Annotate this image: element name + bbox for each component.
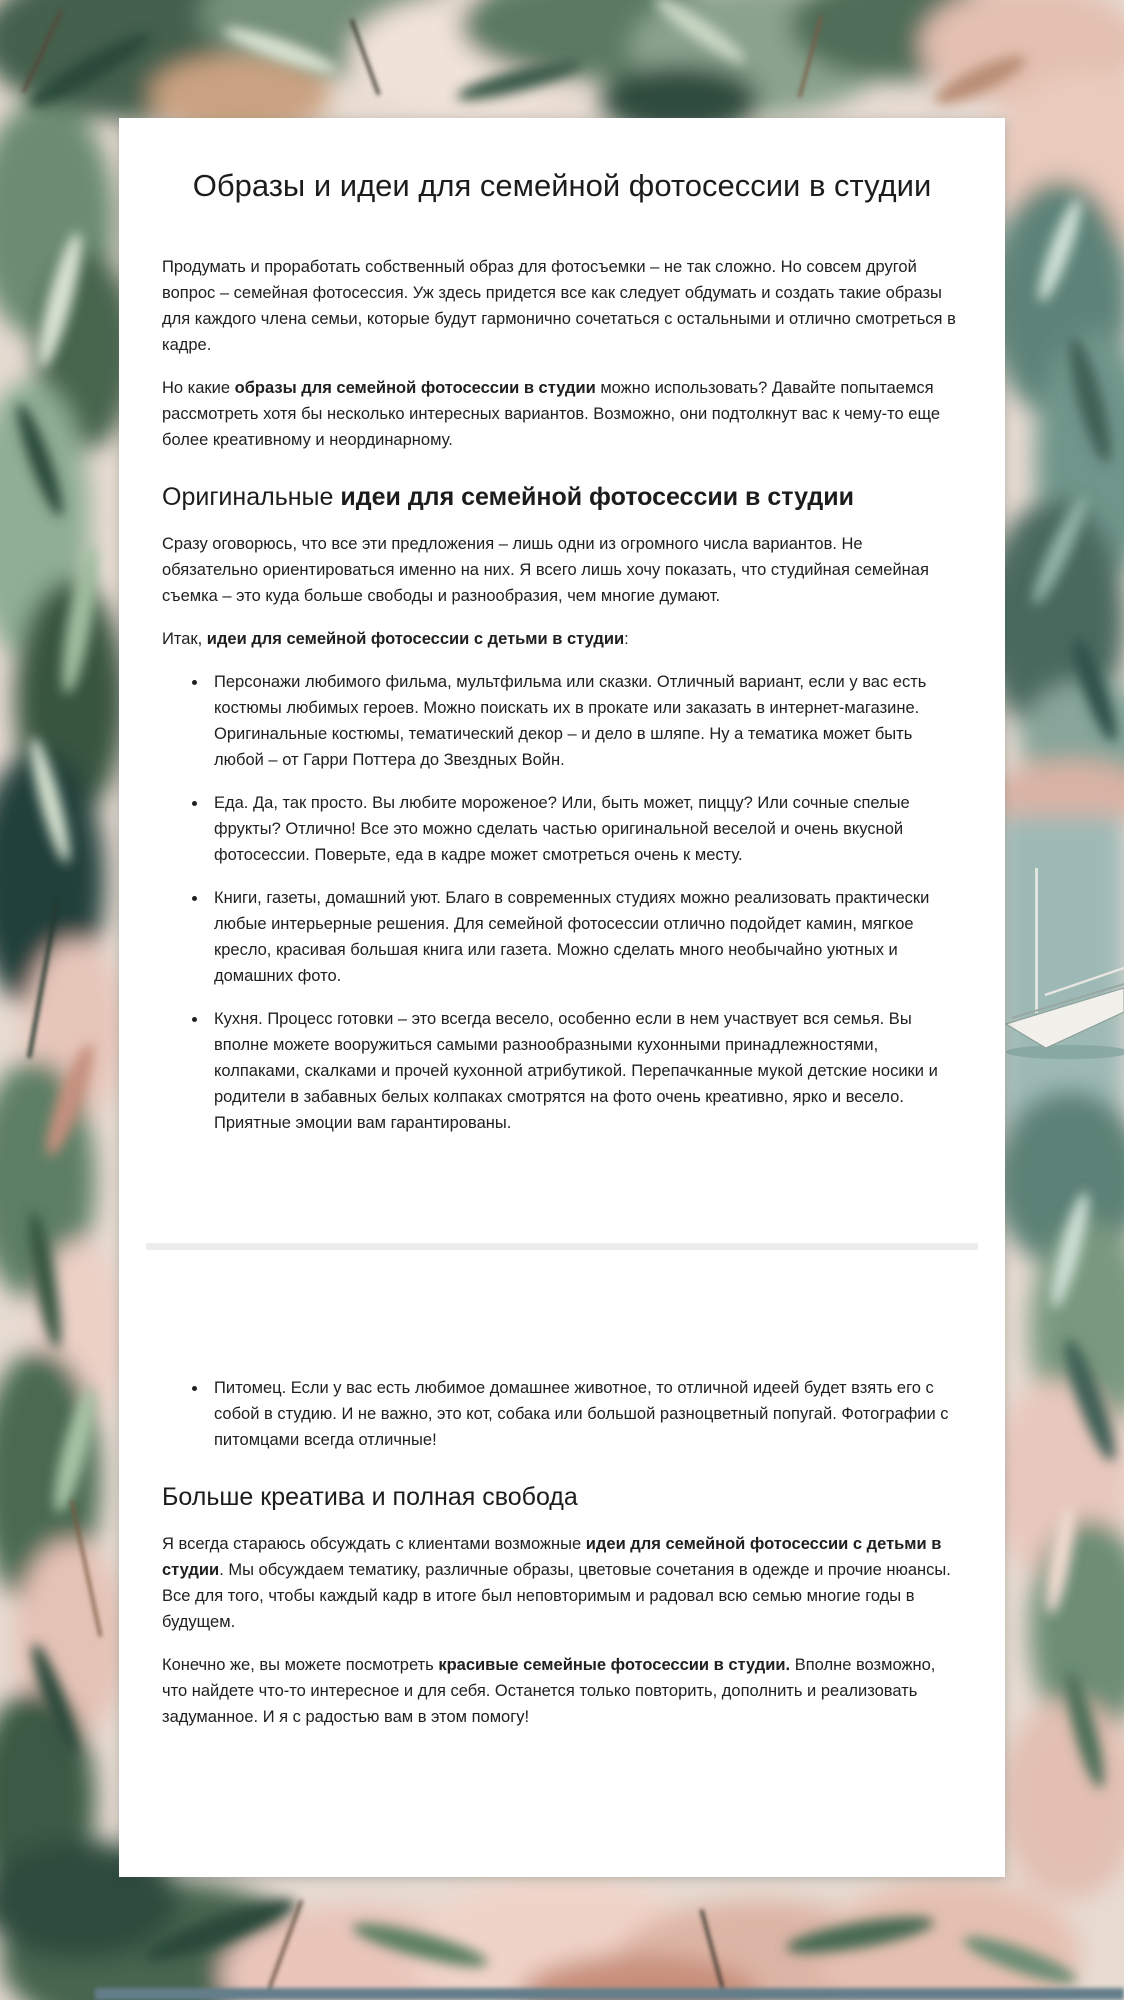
text-segment: . Мы обсуждаем тематику, различные образы, цветовые сочетания в одежде и прочие нюансы. Все для того, чтобы каждый кадр в итоге был неповторимым и радовал всю семью многие годы в будущем. [162, 1561, 951, 1631]
article-title: Образы и идеи для семейной фотосессии в студии [192, 168, 932, 203]
list-item: • Книги, газеты, домашний уют. Благо в современных студиях можно реализовать практически любые интерьерные решения. Для семейной фотосессии отлично подойдет камин, мягкое кресло, красивая большая книга или газета. Можно сделать много необычайно уютных и домашних фото. [208, 885, 962, 989]
ideas-bullet-list [162, 669, 962, 1136]
content-gap [162, 1250, 962, 1375]
list-item: • Питомец. Если у вас есть любимое домашнее животное, то отличной идеей будет взять его с собой в студию. И не важно, это кот, собака или большой разноцветный попугай. Фотографии с питомцами всегда отличные! [208, 1375, 962, 1453]
text-segment: Итак, [162, 630, 207, 648]
text-segment: Я всегда стараюсь обсуждать с клиентами возможные [162, 1535, 586, 1553]
text-segment: : [624, 630, 629, 648]
list-item: • Персонажи любимого фильма, мультфильма или сказки. Отличный вариант, если у вас есть костюмы любимых героев. Можно поискать их в прокате или заказать в интернет-магазине. Оригинальные костюмы, тематический декор – и дело в шляпе. Ну а тематика может быть любой – от Гарри Поттера до Звездных Войн. [208, 669, 962, 773]
heading-bold-keyphrase: идеи для семейной фотосессии в студии [340, 483, 855, 511]
text-segment: Но какие [162, 379, 235, 397]
bold-keyphrase: образы для семейной фотосессии в студии [234, 379, 596, 397]
text-segment: Вполне возможно, что найдете что-то интересное и для себя. Останется только повторить, дополнить и реализовать задуманное. И я с радостью вам в этом помогу! [162, 1656, 936, 1726]
section-heading-ideas [162, 481, 962, 513]
article-card [119, 118, 1005, 1877]
bold-keyphrase: красивые семейные фотосессии в студии. [438, 1656, 791, 1674]
paragraph-ideas-lead [162, 626, 962, 652]
bold-keyphrase: идеи для семейной фотосессии с детьми в студии [162, 1535, 942, 1579]
section-heading-creative: Больше креатива и полная свобода [162, 1483, 578, 1511]
heading-segment: Оригинальные [162, 483, 341, 511]
content-gap [162, 1153, 962, 1243]
paragraph-creative-1 [162, 1531, 962, 1635]
text-segment: можно использовать? Давайте попытаемся рассмотреть хотя бы несколько интересных вариантов. Возможно, они подтолкнут вас к чему-то еще более креативному и неординарному. [162, 379, 941, 449]
text-segment: Конечно же, вы можете посмотреть [162, 1656, 439, 1674]
paragraph-ideas-intro: Сразу оговорюсь, что все эти предложения – лишь одни из огромного числа вариантов. Не обязательно ориентироваться именно на них. Я всего лишь хочу показать, что студийная семейная съемка – это куда больше свободы и разнообразия, чем многие думают. [162, 535, 929, 605]
bold-keyphrase: идеи для семейной фотосессии с детьми в студии [206, 630, 625, 648]
paragraph-creative-2 [162, 1652, 962, 1730]
paragraph-intro-1: Продумать и проработать собственный образ для фотосъемки – не так сложно. Но совсем другой вопрос – семейная фотосессия. Уж здесь придется все как следует обдумать и создать такие образы для каждого члена семьи, которые будут гармонично сочетаться с остальными и отлично смотреться в кадре. [162, 258, 956, 354]
paragraph-intro-2 [162, 375, 962, 453]
list-item: • Еда. Да, так просто. Вы любите мороженое? Или, быть может, пиццу? Или сочные спелые фрукты? Отлично! Все это можно сделать частью оригинальной веселой и очень вкусной фотосессии. Поверьте, еда в кадре может смотреться очень к месту. [208, 790, 962, 868]
list-item: • Кухня. Процесс готовки – это всегда весело, особенно если в нем участвует вся семья. Вы вполне можете вооружиться самыми разнообразными кухонными принадлежностями, колпаками, скалками и прочей кухонной атрибутикой. Перепачканные мукой детские носики и родители в забавных белых колпаках смотрятся на фото очень креативно, ярко и весело. Приятные эмоции вам гарантированы. [208, 1006, 962, 1136]
ideas-bullet-list-continued [162, 1375, 962, 1453]
content-divider [146, 1243, 978, 1250]
